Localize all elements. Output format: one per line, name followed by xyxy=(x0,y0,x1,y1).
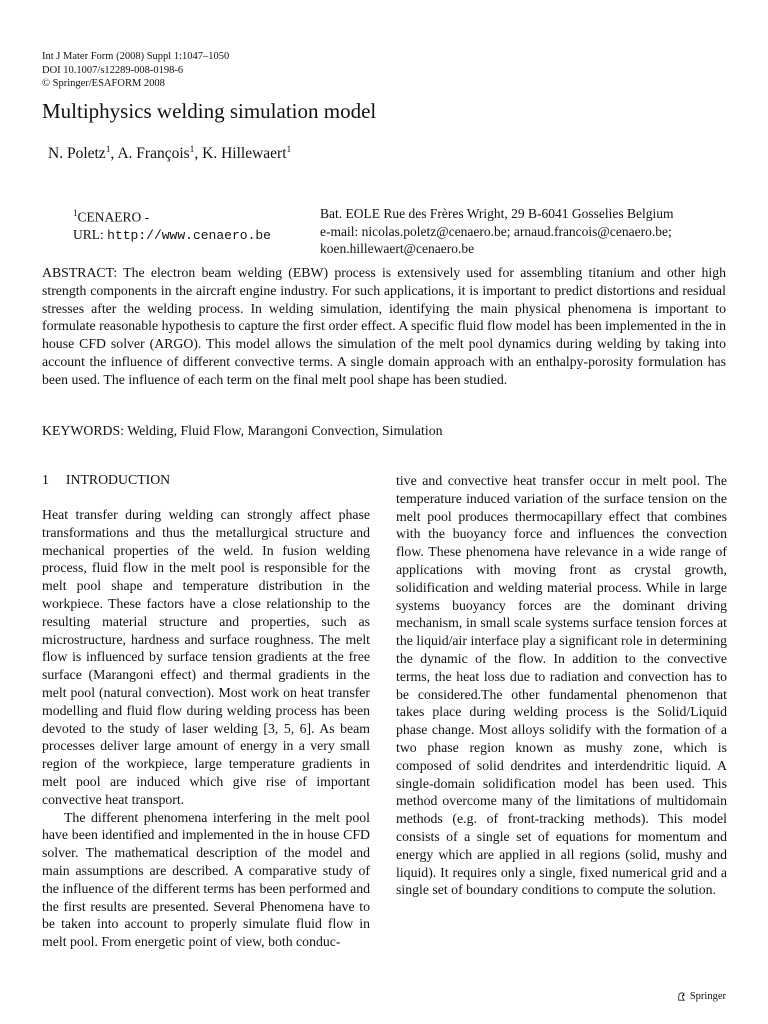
paper-title: Multiphysics welding simulation model xyxy=(42,99,377,123)
keywords: KEYWORDS: Welding, Fluid Flow, Marangoni Convection, Simulation xyxy=(42,423,443,438)
body-column-left xyxy=(42,506,370,951)
affil-url-label: URL: xyxy=(73,227,104,242)
springer-horse-icon xyxy=(676,991,687,1002)
citation: Int J Mater Form (2008) Suppl 1:1047–1050 xyxy=(42,51,230,62)
copyright: © Springer/ESAFORM 2008 xyxy=(42,78,165,89)
section-title: INTRODUCTION xyxy=(65,472,171,487)
affil-org: CENAERO - xyxy=(77,209,150,225)
journal-header xyxy=(42,50,229,91)
doi: DOI 10.1007/s12289-008-0198-6 xyxy=(42,64,184,76)
publisher-logo xyxy=(676,991,726,1002)
publisher-name: Springer xyxy=(689,991,726,1002)
author-list: N. Poletz$^1$, A. François$^1$, K. Hillewaert$^1$ xyxy=(48,145,292,163)
abstract: ABSTRACT: The electron beam welding (EBW) process is extensively used for assembling titanium and other high strength components in the aircraft engine industry. For such applications, it is important to predict distortions and residual stresses after the welding process. In welding simulation, identifying the main physical phenomena is important to formulate reasonable hypothesis to capture the first order effect. A specific fluid flow model has been implemented in the in house CFD solver (ARGO). This model allows the simulation of the melt pool dynamics during welding by taking into account the influence of different convective terms. A single domain approach with an enthalpy-porosity formulation has been used. The influence of each term on the final melt pool shape has been studied. xyxy=(42,265,726,387)
author-name: A. François xyxy=(117,145,190,163)
paragraph: The different phenomena interfering in the melt pool have been identified and implemented in the in house CFD solver. The mathematical description of the model and main assumptions are described. A comparative study of the influence of the different terms has been performed and the first results are presented. Several Phenomena have to be taken into account to properly simulate fluid flow in melt pool. From energetic point of view, both conduc- xyxy=(42,809,370,950)
affil-mark: 1 xyxy=(73,208,78,218)
affiliation-left xyxy=(73,205,271,245)
affiliation-right xyxy=(320,205,740,258)
affil-url-link[interactable]: http://www.cenaero.be xyxy=(107,228,271,243)
author-affil-mark: 1 xyxy=(105,145,111,155)
paragraph-continued: tive and convective heat transfer occur in melt pool. The temperature induced variation of the surface tension on the melt pool produces thermocapillary effect that combines with the buoyancy force and influences the convection flow. These phenomena have relevance in a wide range of applications with moving front as crystal growth, solidification and welding material process. While in large systems buoyancy forces are the dominant driving mechanism, in small scale systems surface tension forces at the liquid/air interface play a significant role in determining the dynamic of the flow. In addition to the convective terms, the heat loss due to radiation and convection has to be considered.The other fundamental phenomenon that takes place during welding process is the Solid/Liquid phase change. Most alloys solidify with the formation of a two phase region known as mushy zone, which is composed of solid dendrites and interdendritic liquid. A single-domain solidification model has been used. This method overcome many of the limitations of multidomain methods (e.g. of front-tracking methods). This model consists of a single set of equations for momentum and energy which are applied in all regions (solid, mushy and liquid). It requires only a single, fixed numerical grid and a single set of boundary conditions to compute the solution. xyxy=(396,473,727,898)
author-affil-mark: 1 xyxy=(286,145,292,155)
author-affil-mark: 1 xyxy=(189,145,195,155)
affil-address: Bat. EOLE Rue des Frères Wright, 29 B-6041 Gosselies Belgium xyxy=(320,206,674,221)
affil-email[interactable]: e-mail: nicolas.poletz@cenaero.be; arnaud.francois@cenaero.be; xyxy=(320,223,672,239)
affil-email-continued[interactable]: koen.hillewaert@cenaero.be xyxy=(320,241,475,256)
section-number: 1 xyxy=(42,472,49,487)
author-name: N. Poletz xyxy=(48,145,106,163)
paragraph: Heat transfer during welding can strongly affect phase transformations and thus the metallurgical structure and mechanical properties of the weld. In fusion welding process, fluid flow in the melt pool is responsible for the melt pool shape and temperature distribution in the workpiece. These factors have a close relationship to the resulting material structure and properties, such as microstructure, hardness and surface roughness. The melt flow is influenced by surface tension gradients at the free surface (Marangoni effect) and thermal gradients in the melt pool (natural convection). Most work on heat transfer modelling and fluid flow during welding process has been devoted to the study of laser welding [3, 5, 6]. As beam processes deliver large amount of energy in a very small region of the workpiece, large temperature gradients in melt pool are induced which give rise of important convective heat transport. xyxy=(42,507,370,807)
section-heading xyxy=(42,472,170,488)
body-column-right xyxy=(396,472,727,899)
author-name: K. Hillewaert xyxy=(202,145,287,163)
